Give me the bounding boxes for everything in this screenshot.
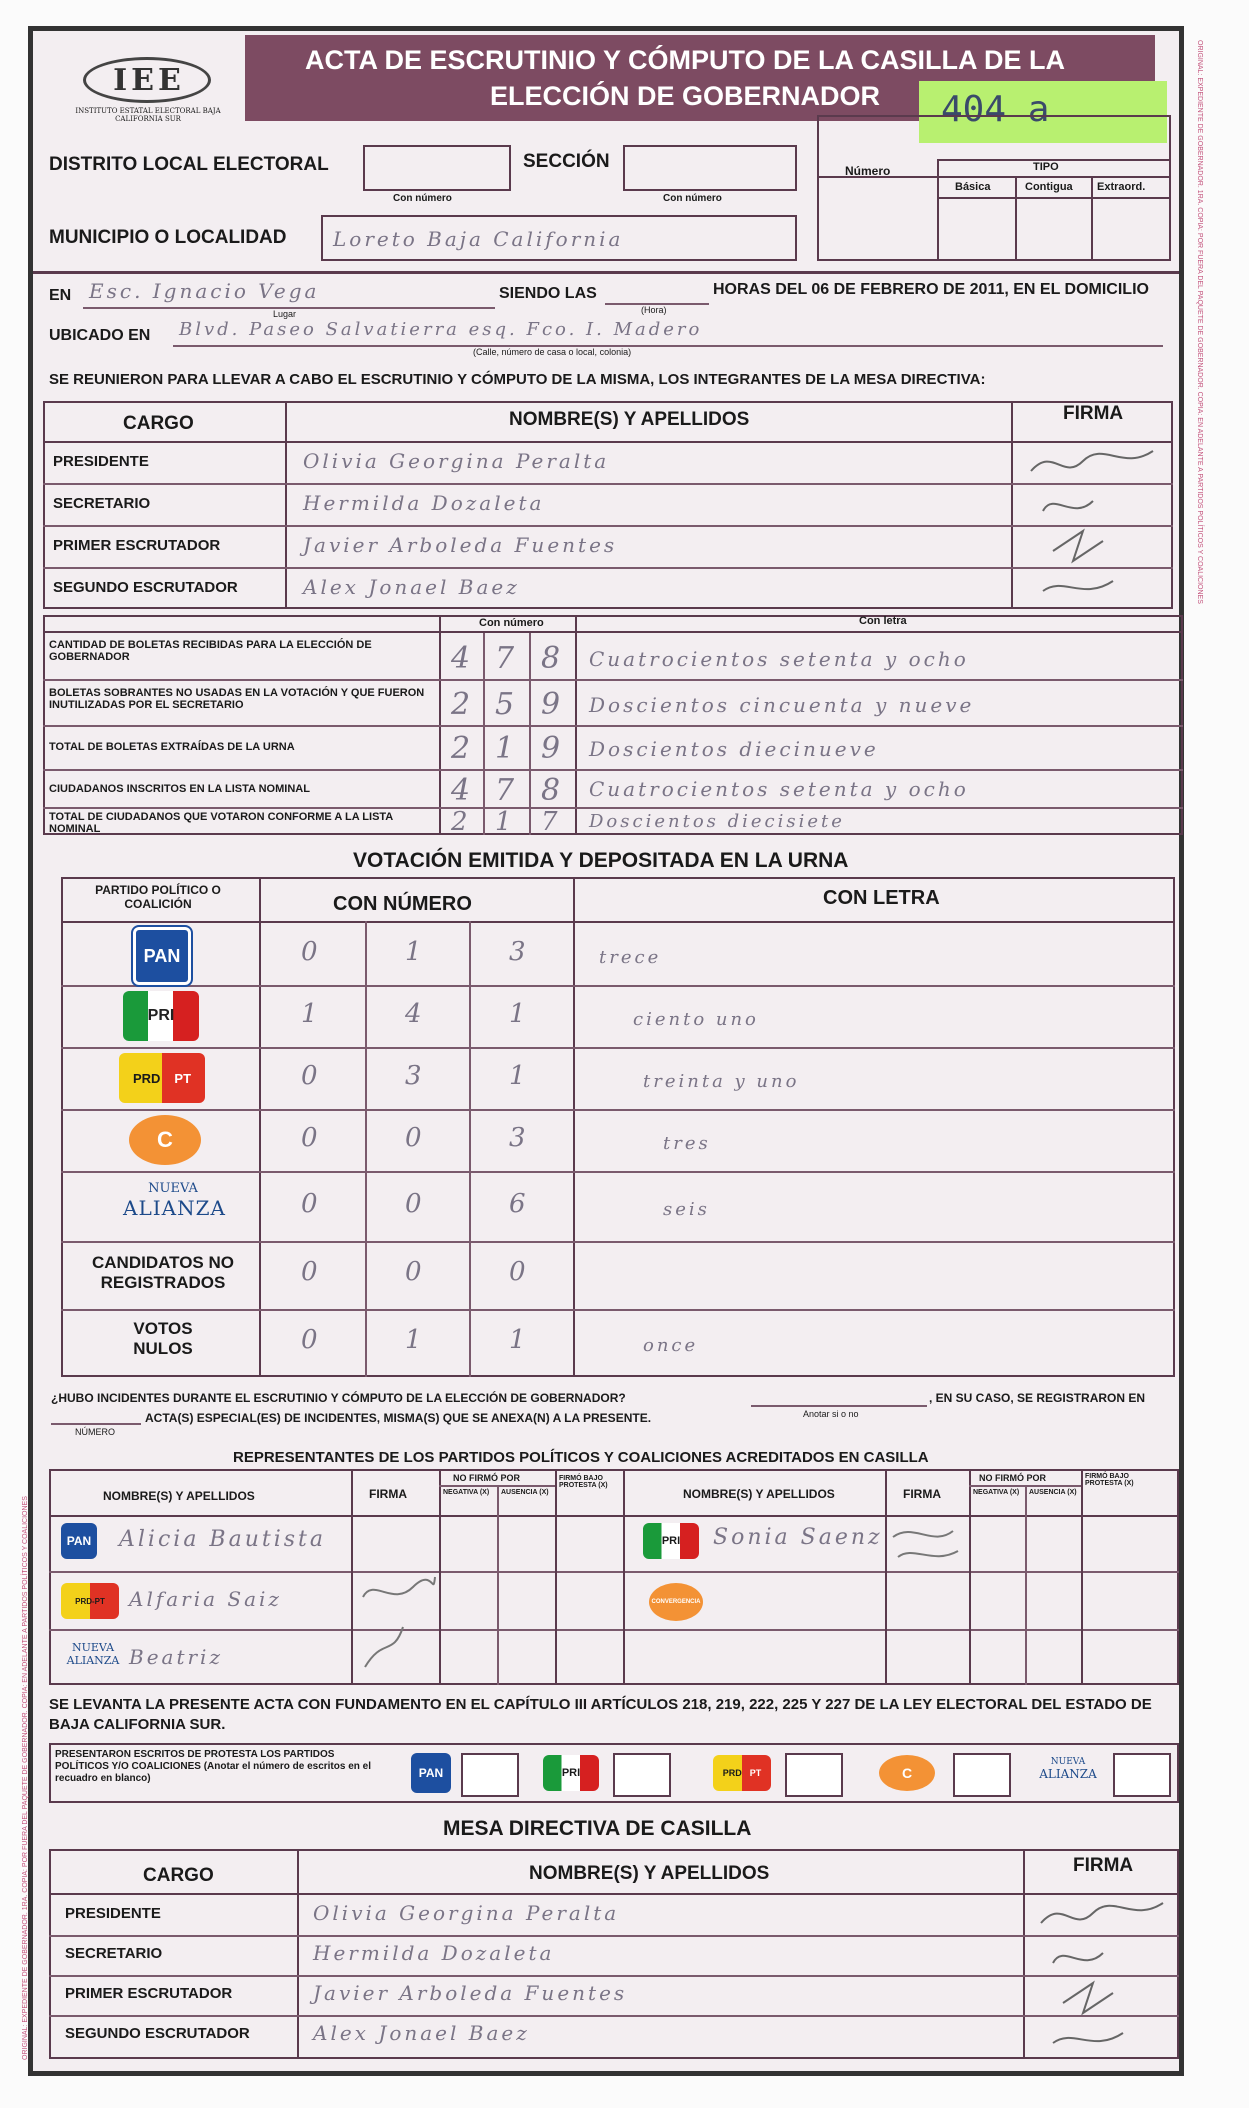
na-logo-bottom: ALIANZA — [123, 1196, 226, 1220]
convergencia-logo-text: C — [157, 1127, 173, 1152]
boletas-letra-2: Doscientos diecinueve — [589, 737, 879, 761]
pan-logo — [133, 927, 191, 985]
vot-letra-1: ciento uno — [633, 1009, 759, 1030]
district-label: DISTRITO LOCAL ELECTORAL — [49, 154, 329, 175]
mesa-bottom-cargo-3: SEGUNDO ESCRUTADOR — [65, 2025, 250, 2042]
mesa-bottom-row-0 — [49, 1893, 1179, 1895]
nueva-alianza-logo — [123, 1181, 226, 1235]
na-logo-top: NUEVA — [148, 1181, 198, 1196]
protesta-conv-box[interactable] — [953, 1753, 1011, 1797]
ubicado-underline — [173, 345, 1163, 347]
district-sublabel: Con número — [393, 193, 452, 204]
protesta-pt-logo-text: PT — [749, 1768, 762, 1778]
tipo-row-line — [937, 197, 1171, 199]
representantes-title: REPRESENTANTES DE LOS PARTIDOS POLÍTICOS Y COALICIONES ACREDITADOS EN CASILLA — [233, 1449, 929, 1466]
rep-pan-logo — [61, 1523, 97, 1559]
votacion-party-5: CANDIDATOS NO REGISTRADOS — [92, 1253, 234, 1292]
numero-label: Número — [845, 164, 891, 178]
boletas-d-2-1: 1 — [495, 731, 518, 766]
prd-pt-logo — [119, 1053, 205, 1103]
mesa-bottom-nombre-3: Alex Jonael Baez — [313, 2021, 530, 2045]
fecha-text: HORAS DEL 06 DE FEBRERO DE 2011, EN EL DOMICILIO — [713, 281, 1149, 298]
municipality-label: MUNICIPIO O LOCALIDAD — [49, 227, 287, 248]
boletas-d-4-1: 1 — [495, 807, 515, 837]
boletas-row-2 — [43, 725, 1183, 727]
ubicado-label: UBICADO EN — [49, 327, 151, 344]
mesa-top-div-2 — [1011, 401, 1013, 609]
protesta-pan-logo-text: PAN — [418, 1766, 444, 1780]
rep-na-logo-text: NUEVA ALIANZA — [66, 1641, 120, 1667]
protesta-pan-box[interactable] — [461, 1753, 519, 1797]
mesa-bottom-nombre-2: Javier Arboleda Fuentes — [313, 1981, 628, 2005]
title-line1: ACTA DE ESCRUTINIO Y CÓMPUTO DE LA CASILLA DE LA — [304, 45, 1066, 75]
acta-sheet — [28, 26, 1184, 2076]
rep-signature-right-0 — [893, 1531, 958, 1557]
mesa-bottom-cargo-2: PRIMER ESCRUTADOR — [65, 1985, 233, 2002]
protesta-prd-pt-logo — [713, 1755, 771, 1791]
rep-col-nombre-r: NOMBRE(S) Y APELLIDOS — [683, 1487, 835, 1501]
mesa-top-nombre-3: Alex Jonael Baez — [303, 575, 520, 599]
boletas-head-line — [43, 631, 1183, 633]
protesta-conv-logo-text: C — [901, 1765, 913, 1781]
boletas-d-3-2: 8 — [541, 773, 564, 808]
mesa-top-row-2 — [43, 525, 1173, 527]
header-rule — [33, 271, 1179, 274]
boletas-div-d2 — [529, 631, 531, 835]
boletas-d-1-1: 5 — [495, 687, 518, 722]
rep-prd-pt-logo-text: PRD-PT — [75, 1596, 105, 1606]
rep-col-firma-l: FIRMA — [369, 1487, 407, 1501]
protesta-prd-logo-text: PRD — [722, 1768, 742, 1778]
vot-d-4-0: 0 — [301, 1189, 321, 1219]
vot-letra-6: once — [643, 1335, 699, 1356]
tipo-divider-3 — [1091, 176, 1093, 261]
protesta-na-logo — [1033, 1757, 1103, 1781]
pri-logo — [123, 991, 199, 1041]
mesa-top-cargo-1: SECRETARIO — [53, 495, 151, 512]
contigua-label: Contigua — [1025, 181, 1073, 193]
boletas-d-3-1: 7 — [495, 773, 518, 808]
incidentes-line2: ACTA(S) ESPECIAL(ES) DE INCIDENTES, MISMA(S) QUE SE ANEXA(N) A LA PRESENTE. — [145, 1411, 652, 1425]
vot-letra-2: treinta y uno — [643, 1071, 800, 1092]
protesta-na-top: NUEVA — [1050, 1757, 1086, 1767]
mesa-bottom-nombre-0: Olivia Georgina Peralta — [313, 1901, 620, 1925]
vot-d-4-1: 0 — [405, 1189, 425, 1219]
rep-col-nombre-l: NOMBRE(S) Y APELLIDOS — [103, 1489, 255, 1503]
boletas-label-4: TOTAL DE CIUDADANOS QUE VOTARON CONFORME A LA LISTA NOMINAL — [49, 811, 393, 835]
boletas-row-4 — [43, 807, 1183, 809]
vot-letra-4: seis — [663, 1199, 710, 1220]
pt-logo-text: PT — [174, 1070, 192, 1086]
votacion-row-6 — [61, 1309, 1175, 1311]
rep-conv-logo-text: CONVERGENCIA — [651, 1599, 701, 1605]
mesa-bottom-div-1 — [297, 1849, 299, 2059]
boletas-d-1-0: 2 — [451, 687, 474, 722]
protesta-conv-logo — [879, 1755, 935, 1791]
rep-right-nombre-0: Sonia Saenz — [713, 1525, 883, 1550]
en-label: EN — [49, 287, 72, 304]
vot-letra-3: tres — [663, 1133, 711, 1154]
boletas-con-numero: Con número — [479, 617, 544, 629]
rep-left-nombre-0: Alicia Bautista — [119, 1527, 327, 1552]
vot-d-5-2: 0 — [509, 1257, 529, 1287]
vot-d-4-2: 6 — [509, 1189, 529, 1219]
rep-left-nombre-1: Alfaria Saiz — [129, 1587, 282, 1611]
vot-d-5-0: 0 — [301, 1257, 321, 1287]
protesta-na-bottom: ALIANZA — [1039, 1767, 1097, 1781]
boletas-d-2-2: 9 — [541, 731, 564, 766]
rep-signature-left-2 — [365, 1627, 403, 1667]
protesta-pri-logo — [543, 1755, 599, 1791]
rep-col-negativa-l: NEGATIVA (X) — [443, 1489, 490, 1496]
mesa-bottom-div-2 — [1023, 1849, 1025, 2059]
votacion-col-letra: CON LETRA — [823, 887, 940, 909]
rep-signature-left-1 — [363, 1577, 435, 1597]
protesta-pri-box[interactable] — [613, 1753, 671, 1797]
vot-d-1-0: 1 — [301, 999, 321, 1029]
mesa-bottom-title: MESA DIRECTIVA DE CASILLA — [443, 1817, 752, 1840]
mesa-top-row-1 — [43, 483, 1173, 485]
ubicado-value: Blvd. Paseo Salvatierra esq. Fco. I. Madero — [179, 319, 703, 340]
incidentes-answer-line — [751, 1405, 927, 1407]
incidentes-numero-line — [51, 1423, 141, 1425]
votacion-div-letra — [573, 877, 575, 1377]
rep-div-8 — [1025, 1485, 1027, 1685]
vot-d-2-0: 0 — [301, 1061, 321, 1091]
mesa-top-nombre-header: NOMBRE(S) Y APELLIDOS — [509, 409, 750, 430]
votacion-row-4 — [61, 1171, 1175, 1173]
votacion-row-2 — [61, 1047, 1175, 1049]
vot-d-1-1: 4 — [405, 999, 425, 1029]
votacion-row-3 — [61, 1109, 1175, 1111]
boletas-d-3-0: 4 — [451, 773, 474, 808]
mesa-bottom-row-2 — [49, 1975, 1179, 1977]
section-sublabel: Con número — [663, 193, 722, 204]
mesa-top-signature-0 — [1031, 451, 1153, 471]
pri-logo-text: PRI — [147, 1007, 175, 1024]
convergencia-logo — [129, 1115, 201, 1165]
boletas-label-2: TOTAL DE BOLETAS EXTRAÍDAS DE LA URNA — [49, 741, 295, 753]
votacion-row-1 — [61, 985, 1175, 987]
incidentes-anotar: Anotar si o no — [803, 1409, 859, 1419]
rep-pri-logo-text: PRI — [661, 1535, 681, 1547]
calle-hint: (Calle, número de casa o local, colonia) — [473, 347, 632, 357]
mesa-top-cargo-3: SEGUNDO ESCRUTADOR — [53, 579, 238, 596]
votacion-col-partido: PARTIDO POLÍTICO O COALICIÓN — [95, 883, 221, 911]
side-note-left: ORIGINAL: EXPEDIENTE DE GOBERNADOR. 1RA. COPIA: POR FUERA DEL PAQUETE DE GOBERNADOR. COPIA: EN ADELANTE A PARTIDOS POLÍTICOS Y COALICIONES — [22, 1496, 29, 2060]
mesa-top-nombre-2: Javier Arboleda Fuentes — [303, 533, 618, 557]
boletas-d-1-2: 9 — [541, 687, 564, 722]
votacion-div-partido — [259, 877, 261, 1377]
fundamento-text: SE LEVANTA LA PRESENTE ACTA CON FUNDAMENTO EN EL CAPÍTULO III ARTÍCULOS 218, 219, 222, 225 Y 227 DE LA LEY ELECTORAL DEL ESTADO DE BAJA CALIFORNIA SUR. — [49, 1696, 1152, 1733]
boletas-d-4-0: 2 — [451, 807, 471, 837]
boletas-letra-0: Cuatrocientos setenta y ocho — [589, 647, 969, 671]
boletas-d-4-2: 7 — [541, 807, 561, 837]
rep-col-protesta-r: FIRMÓ BAJO PROTESTA (X) — [1085, 1473, 1134, 1487]
votacion-party-6: VOTOS NULOS — [133, 1319, 193, 1358]
vot-d-2-2: 1 — [509, 1061, 529, 1091]
votacion-col-numero: CON NÚMERO — [333, 893, 472, 915]
mesa-top-row-3 — [43, 567, 1173, 569]
iee-institute: INSTITUTO ESTATAL ELECTORAL BAJA CALIFORNIA SUR — [75, 107, 221, 123]
boletas-div-d1 — [483, 631, 485, 835]
rep-na-logo — [63, 1641, 123, 1667]
siendo-label: SIENDO LAS — [499, 285, 597, 302]
rep-nofirmo-line-l — [439, 1485, 555, 1487]
boletas-letra-3: Cuatrocientos setenta y ocho — [589, 777, 969, 801]
boletas-d-0-1: 7 — [495, 641, 518, 676]
vot-d-3-1: 0 — [405, 1123, 425, 1153]
basica-label: Básica — [955, 181, 991, 193]
mesa-top-cargo-0: PRESIDENTE — [53, 453, 149, 470]
vot-d-5-1: 0 — [405, 1257, 425, 1287]
mesa-bottom-firma-header: FIRMA — [1073, 1855, 1134, 1876]
protesta-pri-logo-text: PRI — [561, 1767, 581, 1779]
rep-nofirmo-line-r — [969, 1485, 1081, 1487]
reunion-text: SE REUNIERON PARA LLEVAR A CABO EL ESCRUTINIO Y CÓMPUTO DE LA MISMA, LOS INTEGRANTES DE LA MESA DIRECTIVA: — [49, 371, 986, 388]
vot-d-6-1: 1 — [405, 1325, 425, 1355]
mesa-top-cargo-header: CARGO — [123, 413, 194, 434]
rep-col-nofirmo-l: NO FIRMÓ POR — [453, 1473, 520, 1483]
mesa-bottom-cargo-header: CARGO — [143, 1865, 214, 1886]
boletas-row-1 — [43, 679, 1183, 681]
rep-col-nofirmo-r: NO FIRMÓ POR — [979, 1473, 1046, 1483]
mesa-bottom-cargo-0: PRESIDENTE — [65, 1905, 161, 1922]
boletas-label-1: BOLETAS SOBRANTES NO USADAS EN LA VOTACIÓN Y QUE FUERON INUTILIZADAS POR EL SECRETARIO — [49, 687, 425, 711]
rep-col-negativa-r: NEGATIVA (X) — [973, 1489, 1020, 1496]
title-line2: ELECCIÓN DE GOBERNADOR — [489, 81, 881, 111]
mesa-top-signature-2 — [1053, 531, 1103, 561]
vot-d-6-0: 0 — [301, 1325, 321, 1355]
vot-d-0-1: 1 — [405, 937, 425, 967]
municipality-value: Loreto Baja California — [333, 227, 624, 251]
side-note-right: ORIGINAL: EXPEDIENTE DE GOBERNADOR. 1RA. COPIA: POR FUERA DEL PAQUETE DE GOBERNADOR. COPIA: EN ADELANTE A PARTIDOS POLÍTICOS Y COALICIONES — [1196, 40, 1203, 604]
rep-pan-logo-text: PAN — [66, 1534, 92, 1548]
rep-col-ausencia-l: AUSENCIA (X) — [501, 1489, 549, 1496]
vot-d-0-0: 0 — [301, 937, 321, 967]
vot-d-0-2: 3 — [509, 937, 529, 967]
mesa-bottom-cargo-1: SECRETARIO — [65, 1945, 163, 1962]
protesta-prd-pt-box[interactable] — [785, 1753, 843, 1797]
district-field[interactable] — [363, 145, 511, 191]
incidentes-numero: NÚMERO — [75, 1427, 115, 1437]
mesa-bottom-nombre-1: Hermilda Dozaleta — [313, 1941, 555, 1965]
mesa-top-signatures — [1023, 441, 1163, 607]
incidentes-question: ¿HUBO INCIDENTES DURANTE EL ESCRUTINIO Y CÓMPUTO DE LA ELECCIÓN DE GOBERNADOR? — [51, 1391, 626, 1405]
boletas-letra-4: Doscientos diecisiete — [589, 811, 845, 832]
mesa-bottom-signatures — [1033, 1893, 1173, 2059]
incidentes-q2: , EN SU CASO, SE REGISTRARON EN — [929, 1391, 1146, 1405]
iee-logo-text: IEE — [113, 63, 185, 98]
boletas-con-letra: Con letra — [859, 615, 907, 627]
en-value: Esc. Ignacio Vega — [89, 279, 320, 303]
mesa-top-firma-header: FIRMA — [1063, 403, 1124, 424]
rep-col-ausencia-r: AUSENCIA (X) — [1029, 1489, 1077, 1496]
mesa-top-row-0 — [43, 441, 1173, 443]
vot-d-3-0: 0 — [301, 1123, 321, 1153]
lugar-label: Lugar — [273, 309, 297, 319]
mesa-bottom-row-3 — [49, 2015, 1179, 2017]
boletas-letra-1: Doscientos cincuenta y nueve — [589, 693, 975, 717]
rep-col-firma-r: FIRMA — [903, 1487, 941, 1501]
mesa-top-signature-1 — [1043, 501, 1093, 511]
section-field[interactable] — [623, 145, 797, 191]
mesa-bottom-signature-2 — [1063, 1983, 1113, 2013]
vot-d-3-2: 3 — [509, 1123, 529, 1153]
iee-logo — [73, 49, 223, 129]
boletas-row-3 — [43, 769, 1183, 771]
tipo-divider-1 — [937, 159, 939, 261]
mesa-top-signature-3 — [1043, 581, 1113, 591]
mesa-bottom-signature-1 — [1053, 1953, 1103, 1963]
pan-logo-text: PAN — [143, 945, 181, 966]
protesta-na-box[interactable] — [1113, 1753, 1171, 1797]
hora-label: (Hora) — [641, 305, 667, 315]
mesa-top-div-1 — [285, 401, 287, 609]
boletas-d-2-0: 2 — [451, 731, 474, 766]
mesa-top-cargo-2: PRIMER ESCRUTADOR — [53, 537, 221, 554]
protesta-pan-logo — [411, 1753, 451, 1793]
protesta-text: PRESENTARON ESCRITOS DE PROTESTA LOS PARTIDOS POLÍTICOS Y/O COALICIONES (Anotar el número de escritos en el recuadro en blanco) — [55, 1749, 371, 1784]
mesa-top-nombre-1: Hermilda Dozaleta — [303, 491, 545, 515]
rep-prd-pt-logo — [61, 1583, 119, 1619]
rep-col-protesta-l: FIRMÓ BAJO PROTESTA (X) — [559, 1475, 608, 1489]
vot-letra-0: trece — [599, 947, 662, 968]
tipo-divider-2 — [1015, 176, 1017, 261]
mesa-bottom-nombre-header: NOMBRE(S) Y APELLIDOS — [529, 1863, 770, 1884]
mesa-bottom-signature-0 — [1041, 1903, 1163, 1923]
vot-d-1-2: 1 — [509, 999, 529, 1029]
mesa-bottom-signature-3 — [1053, 2033, 1123, 2043]
boletas-d-0-0: 4 — [451, 641, 474, 676]
mesa-top-nombre-0: Olivia Georgina Peralta — [303, 449, 610, 473]
votacion-head-line — [61, 921, 1175, 923]
vot-d-6-2: 1 — [509, 1325, 529, 1355]
section-label: SECCIÓN — [523, 151, 610, 172]
extraord-label: Extraord. — [1097, 181, 1146, 193]
votacion-title: VOTACIÓN EMITIDA Y DEPOSITADA EN LA URNA — [353, 849, 849, 872]
tipo-label: TIPO — [1033, 161, 1059, 173]
mesa-bottom-row-1 — [49, 1935, 1179, 1937]
rep-div-9 — [1081, 1469, 1083, 1685]
votacion-row-5 — [61, 1241, 1175, 1243]
boletas-label-0: CANTIDAD DE BOLETAS RECIBIDAS PARA LA ELECCIÓN DE GOBERNADOR — [49, 639, 372, 663]
boletas-label-3: CIUDADANOS INSCRITOS EN LA LISTA NOMINAL — [49, 783, 310, 795]
prd-logo-text: PRD — [132, 1070, 161, 1086]
vot-d-2-1: 3 — [405, 1061, 425, 1091]
sticky-note-text: 404 a — [941, 89, 1050, 130]
mesa-top-table — [43, 401, 1173, 609]
boletas-d-0-2: 8 — [541, 641, 564, 676]
rep-signatures — [353, 1517, 973, 1683]
rep-left-nombre-2: Beatriz — [129, 1645, 223, 1669]
